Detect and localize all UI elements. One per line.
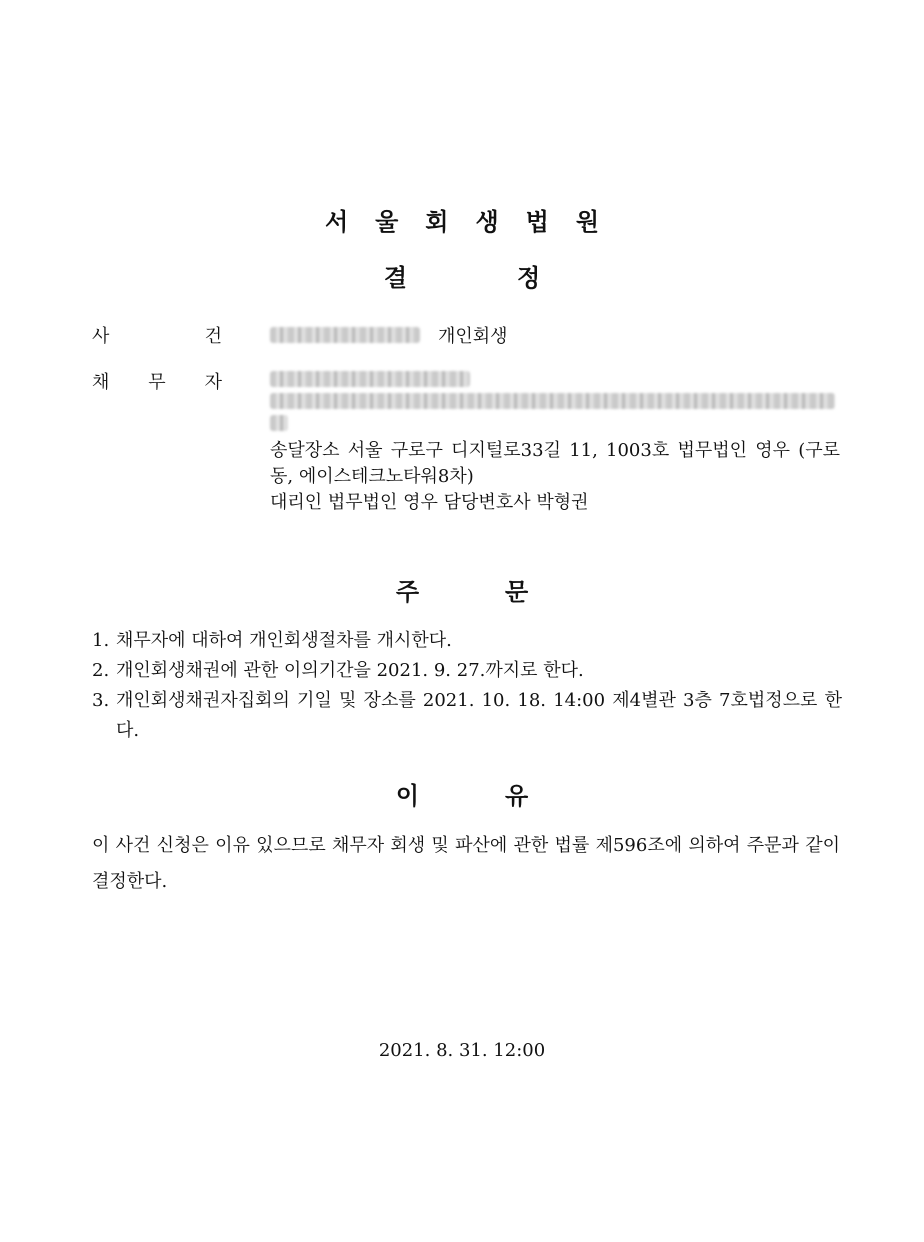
order-item-number: 2. [92,660,110,681]
decision-date: 2021. 8. 31. 12:00 [378,1040,546,1061]
order-item [92,656,842,686]
order-item-text: 개인회생채권자집회의 기일 및 장소를 2021. 10. 18. 14:00 제4별관 3층 7호법정으로 한다. [116,690,842,741]
redacted-debtor-address-line-2 [270,412,840,434]
order-list [92,626,842,746]
redacted-case-number [270,327,420,343]
redacted-debtor-name-line [270,368,840,390]
document-type: 결정 [383,264,651,292]
order-heading-char: 문 [505,578,529,606]
order-item-text: 개인회생채권에 관한 이의기간을 2021. 9. 27.까지로 한다. [116,660,584,681]
order-item [92,626,842,656]
order-item-number: 1. [92,630,110,651]
court-name: 서울회생법원 [324,208,627,236]
order-item-number: 3. [92,690,110,711]
debtor-label [92,368,222,394]
debtor-label-char: 채 [92,372,110,393]
reason-heading-char: 유 [505,782,529,810]
case-label-char: 사 [92,326,110,347]
case-label-char: 건 [204,326,222,347]
debtor-block [270,368,840,516]
redacted-debtor-address [270,393,835,409]
reason-heading-char: 이 [395,782,419,810]
case-type: 개인회생 [438,326,508,347]
order-heading [0,572,924,607]
redacted-debtor-name [270,371,470,387]
redacted-debtor-address-tail [270,415,288,431]
case-row [270,322,508,348]
order-heading-char: 주 [395,578,419,606]
order-item [92,686,842,746]
debtor-agent: 대리인 법무법인 영우 담당변호사 박형권 [270,492,589,513]
reason-heading [0,776,924,811]
redacted-debtor-address-line [270,390,840,412]
debtor-label-char: 자 [204,372,222,393]
order-item-text: 채무자에 대하여 개인회생절차를 개시한다. [116,630,452,651]
debtor-label-char: 무 [148,372,166,393]
reason-text: 이 사건 신청은 이유 있으므로 채무자 회생 및 파산에 관한 법률 제596조에 의하여 주문과 같이 결정한다. [92,835,840,892]
case-label [92,322,222,348]
service-address: 송달장소 서울 구로구 디지털로33길 11, 1003호 법무법인 영우 (구로동, 에이스테크노타워8차) [270,440,840,487]
